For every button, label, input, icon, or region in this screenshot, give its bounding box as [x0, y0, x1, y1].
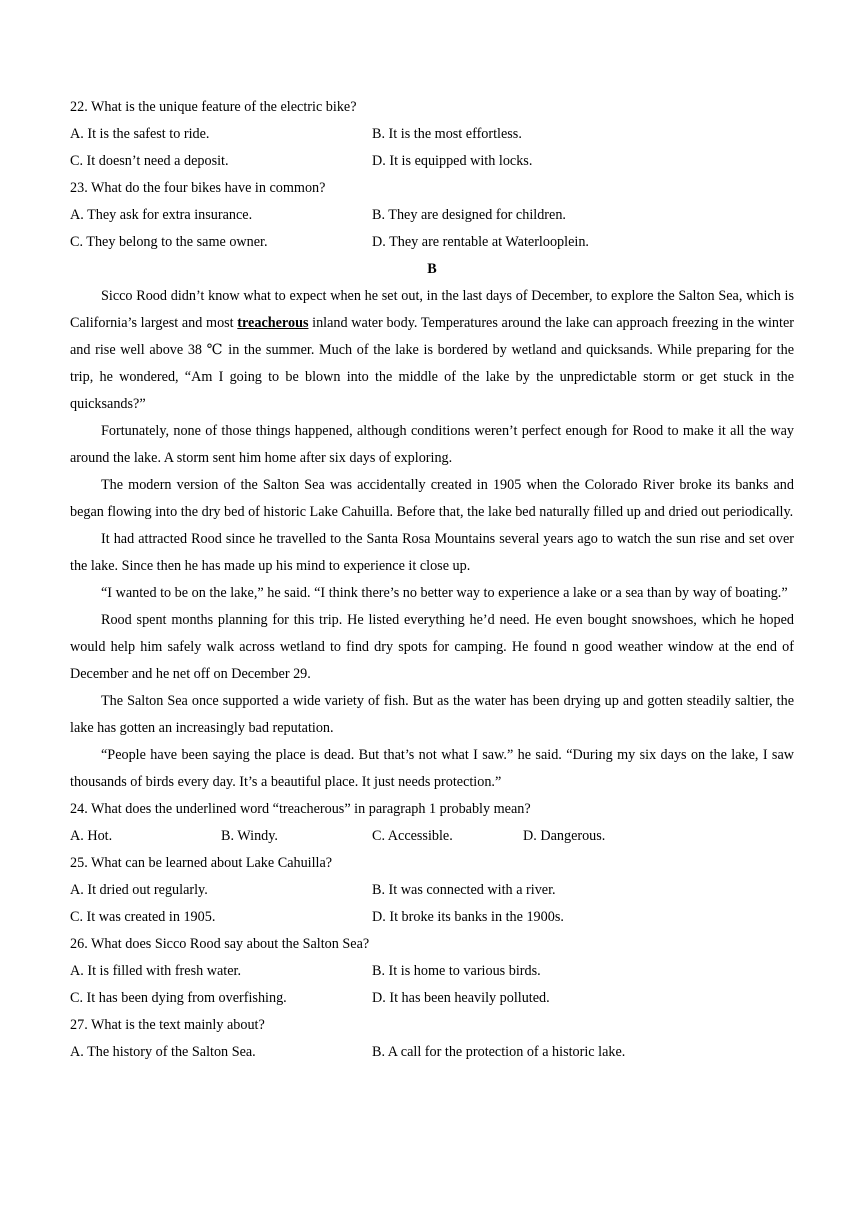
- option-23a: A. They ask for extra insurance.: [70, 207, 253, 223]
- option-26a: A. It is filled with fresh water.: [70, 963, 241, 979]
- question-25-stem: 25. What can be learned about Lake Cahuilla?: [70, 855, 333, 871]
- option-23b: B. They are designed for children.: [372, 207, 566, 223]
- option-22a: A. It is the safest to ride.: [70, 126, 210, 142]
- question-24-stem: 24. What does the underlined word “treacherous” in paragraph 1 probably mean?: [70, 801, 531, 817]
- option-26d: D. It has been heavily polluted.: [372, 990, 550, 1006]
- option-23d: D. They are rentable at Waterlooplein.: [372, 234, 589, 250]
- option-25b: B. It was connected with a river.: [372, 882, 556, 898]
- section-b-heading: B: [427, 261, 437, 277]
- option-22c: C. It doesn’t need a deposit.: [70, 153, 229, 169]
- question-24-options-row: [70, 823, 794, 850]
- question-22-options-row-1: [70, 121, 794, 148]
- passage-paragraph-6: Rood spent months planning for this trip. He listed everything he’d need. He even bought snowshoes, which he hoped would help him safely walk across wetland to find dry spots for camping. He found n good weather window at the end of December and he net off on December 29.: [70, 612, 794, 682]
- question-22-options-row-2: [70, 148, 794, 175]
- option-22d: D. It is equipped with locks.: [372, 153, 533, 169]
- question-23-stem: 23. What do the four bikes have in common?: [70, 180, 326, 196]
- passage-paragraph-3: The modern version of the Salton Sea was accidentally created in 1905 when the Colorado River broke its banks and began flowing into the dry bed of historic Lake Cahuilla. Before that, the lake bed naturally filled up and dried out periodically.: [70, 477, 794, 520]
- option-23c: C. They belong to the same owner.: [70, 234, 268, 250]
- passage-paragraph-1: [70, 283, 794, 418]
- paragraph-1-text-end: inland water body. Temperatures around the lake can approach freezing in the winter and rise well above 38 ℃ in the summer. Much of the lake is bordered by wetland and quicksands. While preparing for the trip, he wondered, “Am I going to be blown into the middle of the lake by the unpredictable storm or get stuck in the quicksands?”: [70, 315, 794, 412]
- question-27-options-row-1: [70, 1039, 794, 1066]
- option-24a: A. Hot.: [70, 828, 113, 844]
- passage-paragraph-2: Fortunately, none of those things happened, although conditions weren’t perfect enough for Rood to make it all the way around the lake. A storm sent him home after six days of exploring.: [70, 423, 794, 466]
- option-24b: B. Windy.: [221, 828, 278, 844]
- question-26-options-row-1: [70, 958, 794, 985]
- exam-page: [70, 94, 794, 1066]
- passage-paragraph-8: “People have been saying the place is dead. But that’s not what I saw.” he said. “During my six days on the lake, I saw thousands of birds every day. It’s a beautiful place. It just needs protection.”: [70, 747, 794, 790]
- question-27-stem: 27. What is the text mainly about?: [70, 1017, 265, 1033]
- passage-paragraph-5: “I wanted to be on the lake,” he said. “I think there’s no better way to experience a lake or a sea than by way of boating.”: [101, 585, 788, 601]
- passage-paragraph-7: The Salton Sea once supported a wide variety of fish. But as the water has been drying up and gotten steadily saltier, the lake has gotten an increasingly bad reputation.: [70, 693, 794, 736]
- option-25d: D. It broke its banks in the 1900s.: [372, 909, 564, 925]
- question-22-stem: 22. What is the unique feature of the electric bike?: [70, 99, 357, 115]
- passage-paragraph-4: It had attracted Rood since he travelled to the Santa Rosa Mountains several years ago to watch the sun rise and set over the lake. Since then he has made up his mind to experience it close up.: [70, 531, 794, 574]
- question-25-options-row-1: [70, 877, 794, 904]
- option-22b: B. It is the most effortless.: [372, 126, 522, 142]
- option-27a: A. The history of the Salton Sea.: [70, 1044, 256, 1060]
- paragraph-1-text-start: Sicco Rood didn’t know what to expect when he set out, in the last days of December, to explore the Salton Sea, which is California’s largest and most: [70, 288, 794, 331]
- option-26c: C. It has been dying from overfishing.: [70, 990, 287, 1006]
- option-27b: B. A call for the protection of a historic lake.: [372, 1044, 626, 1060]
- question-25-options-row-2: [70, 904, 794, 931]
- option-25c: C. It was created in 1905.: [70, 909, 216, 925]
- option-26b: B. It is home to various birds.: [372, 963, 541, 979]
- option-24c: C. Accessible.: [372, 828, 453, 844]
- underlined-word: treacherous: [237, 315, 309, 331]
- question-26-options-row-2: [70, 985, 794, 1012]
- option-24d: D. Dangerous.: [523, 828, 606, 844]
- question-23-options-row-1: [70, 202, 794, 229]
- question-26-stem: 26. What does Sicco Rood say about the Salton Sea?: [70, 936, 370, 952]
- option-25a: A. It dried out regularly.: [70, 882, 208, 898]
- question-23-options-row-2: [70, 229, 794, 256]
